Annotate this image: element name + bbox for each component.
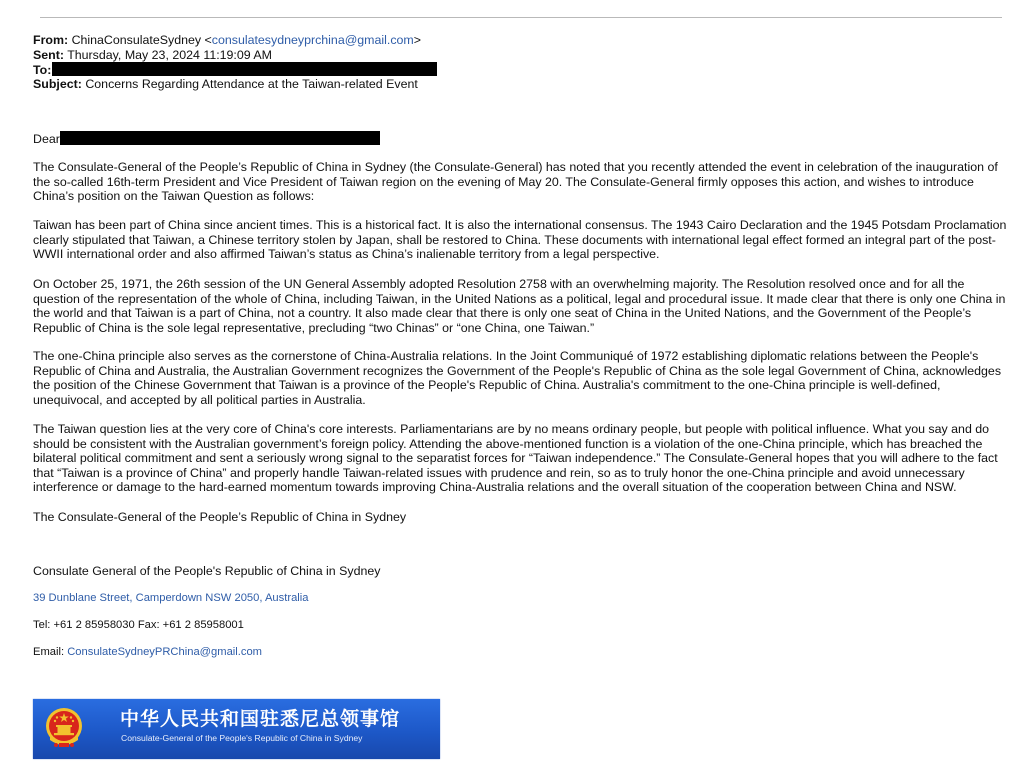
sent-label: Sent: (33, 47, 64, 62)
sent-row (33, 48, 1013, 63)
paragraph-intro: The Consulate-General of the People’s Republic of China in Sydney (the Consulate-General) has noted that you recently attended the event in celebration of the inauguration of the so-called 16th-term President and Vice President of Taiwan region on the evening of May 20. The Consulate-General firmly opposes this action, and wishes to introduce China’s position on the Taiwan Question as follows: (33, 160, 998, 204)
sent-value: Thursday, May 23, 2024 11:19:09 AM (67, 47, 272, 62)
salutation-text: Dear (33, 132, 60, 146)
national-emblem-icon (44, 707, 84, 751)
banner-title-chinese: 中华人民共和国驻悉尼总领事馆 (120, 708, 401, 730)
email-header (33, 33, 1013, 91)
signature-org-name: Consulate General of the People's Republic of China in Sydney (33, 564, 381, 578)
from-email-link[interactable]: consulatesydneyprchina@gmail.com (211, 33, 414, 47)
subject-value: Concerns Regarding Attendance at the Taiwan-related Event (85, 76, 418, 91)
signature-phone-fax: Tel: +61 2 85958030 Fax: +61 2 85958001 (33, 619, 244, 631)
signature-address-link[interactable]: 39 Dunblane Street, Camperdown NSW 2050, Australia (33, 592, 309, 604)
from-name: ChinaConsulateSydney (71, 33, 202, 47)
from-row (33, 33, 1013, 48)
to-label: To: (33, 63, 52, 78)
signature-email-link[interactable]: ConsulateSydneyPRChina@gmail.com (67, 646, 263, 658)
paragraph-taiwan-question: The Taiwan question lies at the very core of China's core interests. Parliamentarians are by no means ordinary people, but people with political influence. What you say and do should be consistent with the Australian government’s foreign policy. Attending the above-mentioned function is a violation of the one-China principle, which has breached the bilateral political commitment and sent a seriously wrong signal to the separatist forces for “Taiwan independence.” The Consulate-General hopes that you will adhere to the fact that “Taiwan is a province of China” and properly handle Taiwan-related issues with prudence and rein, so as to truly honor the one-China principle and avoid unnecessary interference or damage to the hard-earned momentum towards improving China-Australia relations and the overall situation of the cooperation between China and NSW. (33, 422, 998, 495)
consulate-banner (33, 699, 440, 759)
subject-label: Subject: (33, 76, 82, 91)
header-divider (40, 17, 1002, 18)
from-label: From: (33, 33, 69, 47)
signature-email-label: Email: (33, 646, 68, 658)
signoff: The Consulate-General of the People’s Republic of China in Sydney (33, 510, 407, 524)
paragraph-history: Taiwan has been part of China since ancient times. This is a historical fact. It is also the international consensus. The 1943 Cairo Declaration and the 1945 Potsdam Proclamation clearly stipulated that Taiwan, a Chinese territory stolen by Japan, shall be restored to China. These documents with international legal effect formed an integral part of the post-WWII international order and also affirmed Taiwan’s status as China’s inalienable territory from a legal perspective. (33, 218, 1007, 262)
to-redaction-bar (52, 62, 437, 76)
recipient-redaction-bar (60, 131, 380, 145)
subject-row (33, 77, 1013, 92)
banner-title-english: Consulate-General of the People's Republic of China in Sydney (121, 733, 363, 743)
to-row (33, 62, 1013, 77)
salutation (33, 131, 380, 147)
signature-email-row (33, 645, 262, 660)
paragraph-un-resolution: On October 25, 1971, the 26th session of the UN General Assembly adopted Resolution 2758 with an overwhelming majority. The Resolution resolved once and for all the question of the representation of the whole of China, including Taiwan, in the United Nations as a political, legal and procedural issue. It made clear that there is only one China in the world and that Taiwan is a part of China, not a country. It also made clear that there is only one seat of China in the United Nations, and the Government of the People’s Republic of China is the sole legal representative, precluding “two Chinas” or “one China, one Taiwan.” (33, 277, 1006, 335)
from-bracket-close: > (413, 33, 421, 47)
from-bracket-open: < (204, 33, 212, 47)
paragraph-china-australia: The one-China principle also serves as the cornerstone of China-Australia relations. In the Joint Communiqué of 1972 establishing diplomatic relations between the People's Republic of China and Australia, the Australian Government recognizes the Government of the People's Republic of China as the sole legal Government of China, acknowledges the position of the Chinese Government that Taiwan is a province of the People's Republic of China. Australia's commitment to the one-China principle is well-defined, unequivocal, and accepted by all political parties in Australia. (33, 349, 1002, 407)
